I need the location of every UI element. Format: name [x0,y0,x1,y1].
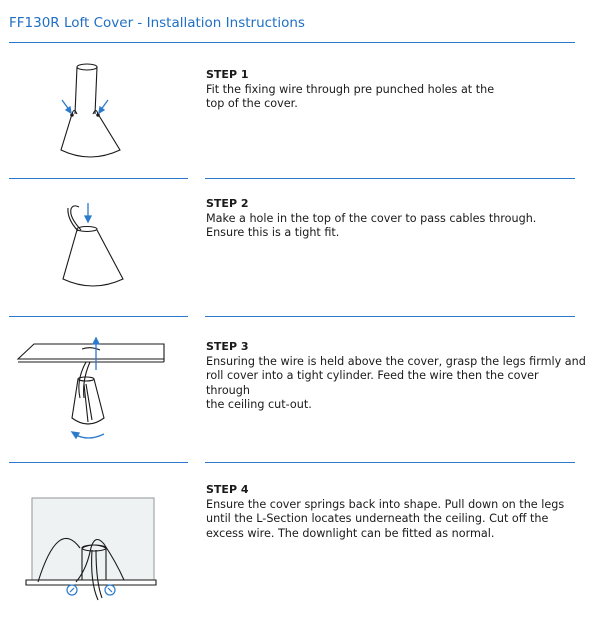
step-3-text [206,340,586,413]
step-2-rule-right [205,316,575,317]
title-rule [9,42,575,43]
page-title: FF130R Loft Cover - Installation Instructions [9,15,305,31]
step-1-label: STEP 1 [206,68,249,81]
step-1-text [206,68,586,112]
step-3-rule-left [9,462,188,463]
step-3-rule-right [205,462,575,463]
step-4-text [206,483,586,541]
step-2-text [206,197,586,241]
step-4-line-2: until the L-Section locates underneath the ceiling. Cut off the [206,512,549,526]
step-3-line-1: Ensuring the wire is held above the cover, grasp the legs firmly and [206,354,586,368]
step-4-illustration [24,492,164,604]
step-1-rule-left [9,178,188,179]
step-1-line-1: Fit the fixing wire through pre punched holes at the [206,82,495,96]
step-2-line-2: Ensure this is a tight fit. [206,226,340,240]
step-2-illustration [55,197,135,293]
step-2-line-1: Make a hole in the top of the cover to pass cables through. [206,211,537,225]
step-1-illustration [50,58,140,166]
step-4-line-1: Ensure the cover springs back into shape. Pull down on the legs [206,497,565,511]
step-3-illustration [16,332,168,450]
step-3-label: STEP 3 [206,340,249,353]
step-1-rule-right [205,178,575,179]
step-3-line-3: the ceiling cut-out. [206,398,312,412]
step-2-label: STEP 2 [206,197,249,210]
step-4-line-3: excess wire. The downlight can be fitted as normal. [206,526,495,540]
step-4-label: STEP 4 [206,483,249,496]
step-3-line-2: roll cover into a tight cylinder. Feed the wire then the cover through [206,369,539,397]
step-2-rule-left [9,316,188,317]
step-1-line-2: top of the cover. [206,97,298,111]
